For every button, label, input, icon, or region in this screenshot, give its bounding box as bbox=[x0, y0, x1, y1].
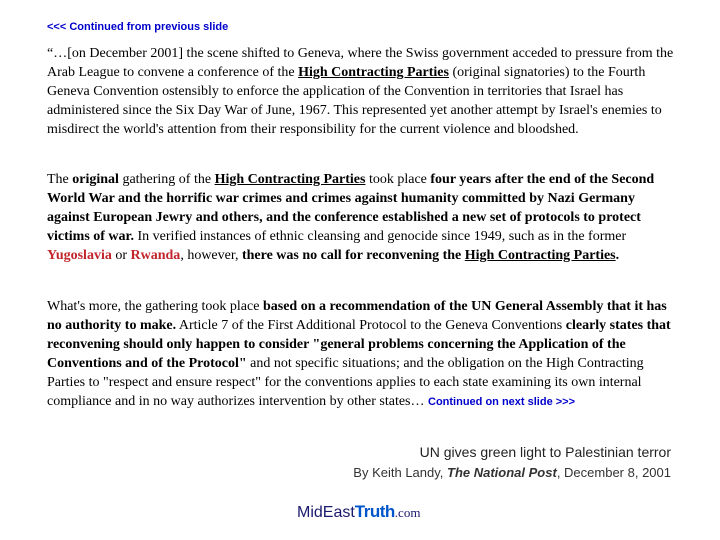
source-byline bbox=[353, 465, 671, 480]
previous-slide-link[interactable]: <<< Continued from previous slide bbox=[47, 21, 229, 33]
high-contracting-parties-term: High Contracting Parties bbox=[298, 65, 449, 80]
p3-bold-recommendation: based on a recommendation of the UN General Assembly that it has no authority to make. bbox=[47, 299, 667, 333]
byline-publication: The National Post bbox=[447, 465, 557, 480]
p2-bold-period: . bbox=[615, 248, 620, 263]
p2-text-1: The bbox=[47, 172, 73, 187]
rwanda-highlight: Rwanda bbox=[130, 248, 181, 263]
p2-bold-original: original bbox=[72, 172, 119, 187]
p3-text-1: What's more, the gathering took place bbox=[47, 299, 263, 314]
logo-part-com: .com bbox=[394, 505, 421, 520]
p2-bold-no-call: there was no call for reconvening the bbox=[241, 248, 465, 263]
p2-text-6: , however, bbox=[180, 248, 242, 263]
logo-part-mideast: MidEast bbox=[297, 504, 355, 521]
p2-bold-statement: four years after the end of the Second World War and the horrific war crimes and crimes against humanity committed by Nazi Germany against European Jewry and others, and the conference established a new set of protocols to protect victims of war. bbox=[47, 172, 655, 244]
mideasttruth-logo[interactable] bbox=[297, 502, 420, 522]
p2-text-5: or bbox=[111, 248, 131, 263]
byline-author: By Keith Landy, bbox=[353, 465, 448, 480]
p3-bold-clearly-states: clearly states that reconvening should only happen to consider "general problems concerning the Application of the Conventions and of the Protocol" bbox=[47, 318, 671, 371]
p1-text-2: (original signatories) to the Fourth Geneva Convention ostensibly to enforce the application of the Convention in territories that Israel has administered since the Six Day War of June, 1967. This represented yet another attempt by Israel's enemies to misdirect the world's attention from their responsibility for the current violence and bloodshed. bbox=[47, 65, 662, 137]
high-contracting-parties-term: High Contracting Parties bbox=[214, 172, 366, 187]
quote-paragraph-2 bbox=[47, 170, 677, 265]
logo-part-truth: Truth bbox=[354, 502, 395, 521]
quote-paragraph-3 bbox=[47, 297, 677, 412]
p3-text-2: Article 7 of the First Additional Protocol to the Geneva Conventions bbox=[176, 318, 566, 333]
next-slide-link[interactable]: Continued on next slide >>> bbox=[428, 396, 576, 408]
source-article-title: UN gives green light to Palestinian terror bbox=[419, 444, 671, 460]
p1-text-1: “…[on December 2001] the scene shifted to Geneva, where the Swiss government acceded to pressure from the Arab League to convene a conference of the bbox=[47, 46, 674, 80]
byline-date: , December 8, 2001 bbox=[556, 465, 671, 480]
p2-text-4: In verified instances of ethnic cleansing and genocide since 1949, such as in the former bbox=[133, 229, 627, 244]
high-contracting-parties-term: High Contracting Parties bbox=[464, 248, 616, 263]
p2-text-2: gathering of the bbox=[118, 172, 215, 187]
p3-text-3: and not specific situations; and the obligation on the High Contracting Parties to "respect and ensure respect" for the conventions applies to each state examining its own internal compliance and in no way authorizes intervention by other states… bbox=[47, 356, 644, 409]
p2-text-3: took place bbox=[365, 172, 431, 187]
quote-paragraph-1 bbox=[47, 44, 677, 139]
yugoslavia-highlight: Yugoslavia bbox=[47, 248, 112, 263]
